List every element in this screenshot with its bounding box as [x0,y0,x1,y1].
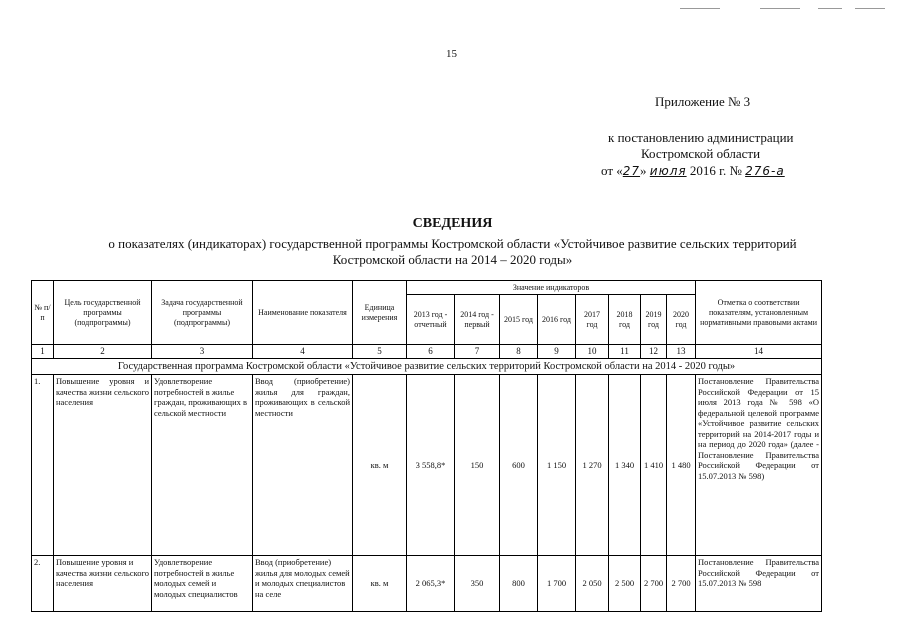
row-num: 1. [32,375,54,556]
row-value-2017: 2 050 [576,556,609,612]
scan-mark [760,8,800,9]
header-goal: Цель государственной программы (подпрограммы) [54,281,152,345]
row-value-2017: 1 270 [576,375,609,556]
header-unit: Единица измерения [353,281,407,345]
row-value-2016: 1 150 [538,375,576,556]
row-num: 2. [32,556,54,612]
appendix-date-line [601,163,785,179]
date-month: июля [649,164,687,178]
column-number: 9 [538,345,576,359]
row-value-2014: 350 [455,556,500,612]
row-value-2013: 2 065,3* [407,556,455,612]
row-indicator-name: Ввод (приобретение) жилья для молодых семей и молодых специалистов на селе [253,556,353,612]
row-note: Постановление Правительства Российской Федерации от 15 июля 2013 года № 598 «О федеральной целевой программе «Устойчивое развитие сельских территорий на 2014-2017 годы и на период до 2020 года» (далее - Постановление Правительства Российской Федерации от 15.07.2013 № 598) [696,375,822,556]
table-row [32,375,822,556]
column-number: 6 [407,345,455,359]
indicators-table [31,280,822,612]
column-number: 5 [353,345,407,359]
header-note: Отметка о соответствии показателям, установленным нормативными правовыми актами [696,281,822,345]
row-task: Удовлетворение потребностей в жилье граждан, проживающих в сельской местности [152,375,253,556]
header-year-2020: 2020 год [667,295,696,345]
document-subtitle-1: о показателях (индикаторах) государственной программы Костромской области «Устойчивое развитие сельских территорий [108,236,797,251]
header-year-2015: 2015 год [500,295,538,345]
column-number: 10 [576,345,609,359]
row-value-2020: 1 480 [667,375,696,556]
scan-mark [855,8,885,9]
row-value-2015: 600 [500,375,538,556]
date-prefix: от « [601,163,623,178]
header-year-2016: 2016 год [538,295,576,345]
row-value-2014: 150 [455,375,500,556]
date-year: 2016 г. № [689,163,742,178]
row-goal: Повышение уровня и качества жизни сельского населения [54,375,152,556]
document-subtitle-2: Костромской области на 2014 – 2020 годы» [332,252,573,267]
header-values-group: Значение индикаторов [407,281,696,295]
table-row [32,556,822,612]
row-value-2016: 1 700 [538,556,576,612]
column-number: 7 [455,345,500,359]
header-task: Задача государственной программы (подпрограммы) [152,281,253,345]
column-number: 13 [667,345,696,359]
row-unit: кв. м [353,375,407,556]
row-note: Постановление Правительства Российской Федерации от 15.07.2013 № 598 [696,556,822,612]
column-number: 12 [641,345,667,359]
column-number: 8 [500,345,538,359]
column-number: 11 [609,345,641,359]
header-indicator-name: Наименование показателя [253,281,353,345]
appendix-to-line: к постановлению администрации [608,130,794,145]
row-value-2013: 3 558,8* [407,375,455,556]
document-heading: СВЕДЕНИЯ [412,216,493,231]
program-row [32,359,822,375]
column-number: 4 [253,345,353,359]
row-value-2018: 2 500 [609,556,641,612]
date-mid: » [640,163,647,178]
header-year-2018: 2018 год [609,295,641,345]
program-title: Государственная программа Костромской области «Устойчивое развитие сельских территорий Костромской области на 2014 - 2020 годы» [32,359,822,375]
appendix-title: Приложение № 3 [655,94,751,109]
row-value-2015: 800 [500,556,538,612]
row-value-2018: 1 340 [609,375,641,556]
column-numbers-row [32,345,822,359]
column-number: 14 [696,345,822,359]
document-number: 276-а [745,164,785,178]
header-num: № п/п [32,281,54,345]
row-indicator-name: Ввод (приобретение) жилья для граждан, проживающих в сельской местности [253,375,353,556]
column-number: 2 [54,345,152,359]
row-task: Удовлетворение потребностей в жилье молодых семей и молодых специалистов [152,556,253,612]
appendix-region: Костромской области [641,146,761,161]
row-goal: Повышение уровня и качества жизни сельского населения [54,556,152,612]
row-unit: кв. м [353,556,407,612]
header-year-2013: 2013 год - отчетный [407,295,455,345]
page-number: 15 [446,48,457,60]
header-row [32,281,822,295]
header-year-2014: 2014 год - первый [455,295,500,345]
row-value-2019: 1 410 [641,375,667,556]
header-year-2019: 2019 год [641,295,667,345]
row-value-2019: 2 700 [641,556,667,612]
column-number: 3 [152,345,253,359]
scan-mark [818,8,842,9]
scan-mark [680,8,720,9]
row-value-2020: 2 700 [667,556,696,612]
column-number: 1 [32,345,54,359]
date-day: 27 [622,164,641,178]
header-year-2017: 2017 год [576,295,609,345]
